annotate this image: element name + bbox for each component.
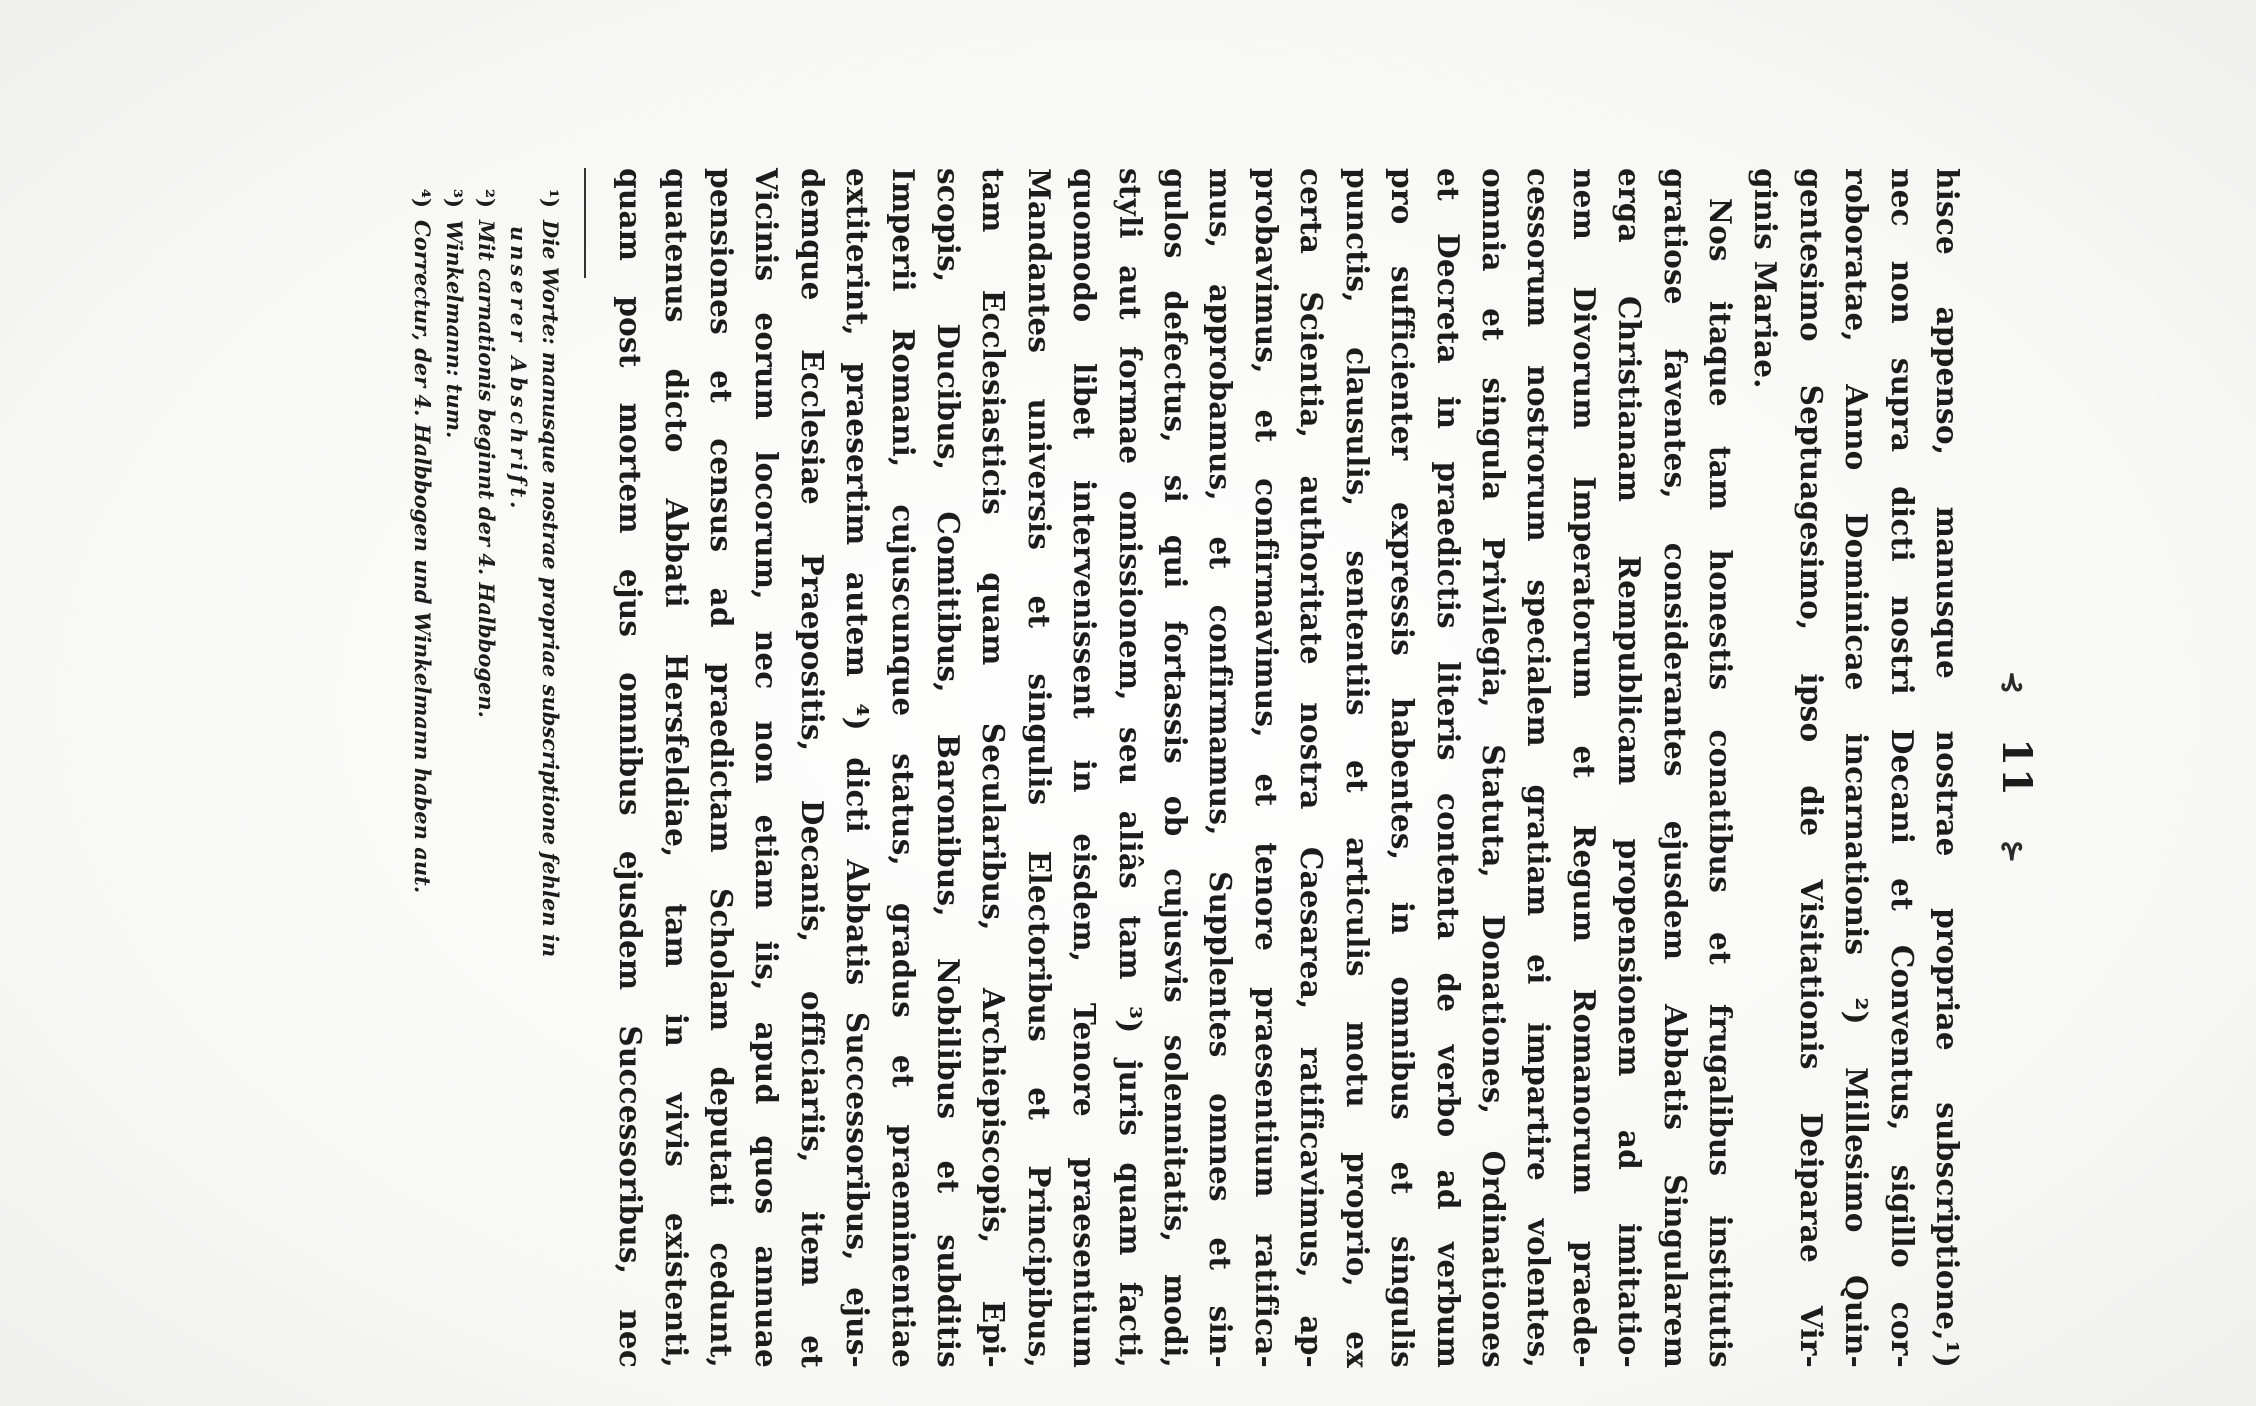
footnotes-block xyxy=(406,168,566,1368)
footnote-number: ⁴) xyxy=(409,188,435,208)
text-line: Mandantes universis et singulis Electoribus et Principibus, xyxy=(1021,168,1057,1368)
rotated-book-page xyxy=(409,168,2040,1368)
text-line: styli aut formae omissionem, seu aliâs tam ³) juris quam facti, xyxy=(1112,168,1148,1368)
text-line: gratiose faventes, considerantes ejusdem Abbatis Singularem xyxy=(1657,168,1693,1368)
footnote-text: unserer Abschrift. xyxy=(505,226,531,513)
footnote-text: Mit carnationis beginnt der 4. Halbbogen. xyxy=(473,220,499,718)
footnote-text: Die Worte: manusque nostrae propriae subscriptione fehlen in xyxy=(537,220,563,958)
text-line: probavimus, et confirmavimus, et tenore praesentium ratifica- xyxy=(1248,168,1284,1368)
text-line: nec non supra dicti nostri Decani et Conventus, sigillo cor- xyxy=(1884,168,1920,1368)
text-line: ginis Mariae. xyxy=(1748,168,1784,389)
text-line: extiterint, praesertim autem ⁴) dicti Abbatis Successoribus, ejus- xyxy=(840,168,876,1368)
text-line: nem Divorum Imperatorum et Regum Romanorum praede- xyxy=(1566,168,1602,1368)
footnote-2 xyxy=(470,168,502,1368)
text-line: et Decreta in praedictis literis contenta de verbo ad verbum xyxy=(1430,168,1466,1368)
main-text-block xyxy=(608,168,1970,1368)
text-line: Nos itaque tam honestis conatibus et frugalibus institutis xyxy=(1702,198,1738,1368)
footnote-text: Correctur, der 4. Halbbogen und Winkelmann haben aut. xyxy=(409,220,435,894)
footnote-3 xyxy=(438,168,470,1368)
ornament-right-icon: ⊱ xyxy=(1996,839,2030,866)
footnote-4 xyxy=(406,168,438,1368)
text-line: roboratae, Anno Dominicae incarnationis ²) Millesimo Quin- xyxy=(1839,168,1875,1368)
footnote-text: Winkelmann: tum. xyxy=(441,220,467,439)
text-line: Vicinis eorum locorum, nec non etiam iis, apud quos annuae xyxy=(749,168,785,1368)
text-line: gentesimo Septuagesimo, ipso die Visitationis Deiparae Vir- xyxy=(1793,168,1829,1368)
page-number: 11 xyxy=(1993,738,2040,798)
footnote-divider xyxy=(584,168,586,278)
footnote-1 xyxy=(534,168,566,1368)
footnote-number: ¹) xyxy=(537,188,563,208)
footnote-number: ³) xyxy=(441,188,467,208)
text-line: omnia et singula Privilegia, Statuta, Donationes, Ordinationes xyxy=(1475,168,1511,1368)
text-line: tam Ecclesiasticis quam Secularibus, Archiepiscopis, Epi- xyxy=(976,168,1012,1368)
page-header xyxy=(1980,168,2040,1368)
text-line: demque Ecclesiae Praepositis, Decanis, officiariis, item et xyxy=(794,168,830,1368)
text-line: erga Christianam Rempublicam propensionem ad imitatio- xyxy=(1612,168,1648,1368)
text-line: gulos defectus, si qui fortassis ob cujusvis solennitatis, modi, xyxy=(1158,168,1194,1368)
text-line: certa Scientia, authoritate nostra Caesarea, ratificavimus, ap- xyxy=(1294,168,1330,1368)
footnote-1-continuation xyxy=(502,168,534,1368)
text-line: scopis, Ducibus, Comitibus, Baronibus, Nobilibus et subditis xyxy=(931,168,967,1368)
text-line: hisce appenso, manusque nostrae propriae subscriptione,¹) xyxy=(1930,168,1965,1368)
text-line: quomodo libet intervenissent in eisdem, Tenore praesentium xyxy=(1067,168,1103,1368)
text-line: mus, approbamus, et confirmamus, Supplentes omnes et sin- xyxy=(1203,168,1239,1368)
text-line: punctis, clausulis, sententiis et articulis motu proprio, ex xyxy=(1339,168,1375,1368)
text-line: cessorum nostrorum specialem gratiam ei impartire volentes, xyxy=(1521,168,1557,1368)
text-line: pro sufficienter expressis habentes, in omnibus et singulis xyxy=(1385,168,1421,1368)
text-line: quatenus dicto Abbati Hersfeldiae, tam in vivis existenti, xyxy=(658,168,694,1368)
text-line: pensiones et census ad praedictam Scholam deputati cedunt, xyxy=(704,168,740,1368)
footnote-number: ²) xyxy=(473,188,499,208)
text-line: Imperii Romani, cujuscunque status, gradus et praeminentiae xyxy=(885,168,921,1368)
text-line: quam post mortem ejus omnibus ejusdem Successoribus, nec xyxy=(613,168,649,1368)
ornament-left-icon: ⊰ xyxy=(1996,670,2030,697)
